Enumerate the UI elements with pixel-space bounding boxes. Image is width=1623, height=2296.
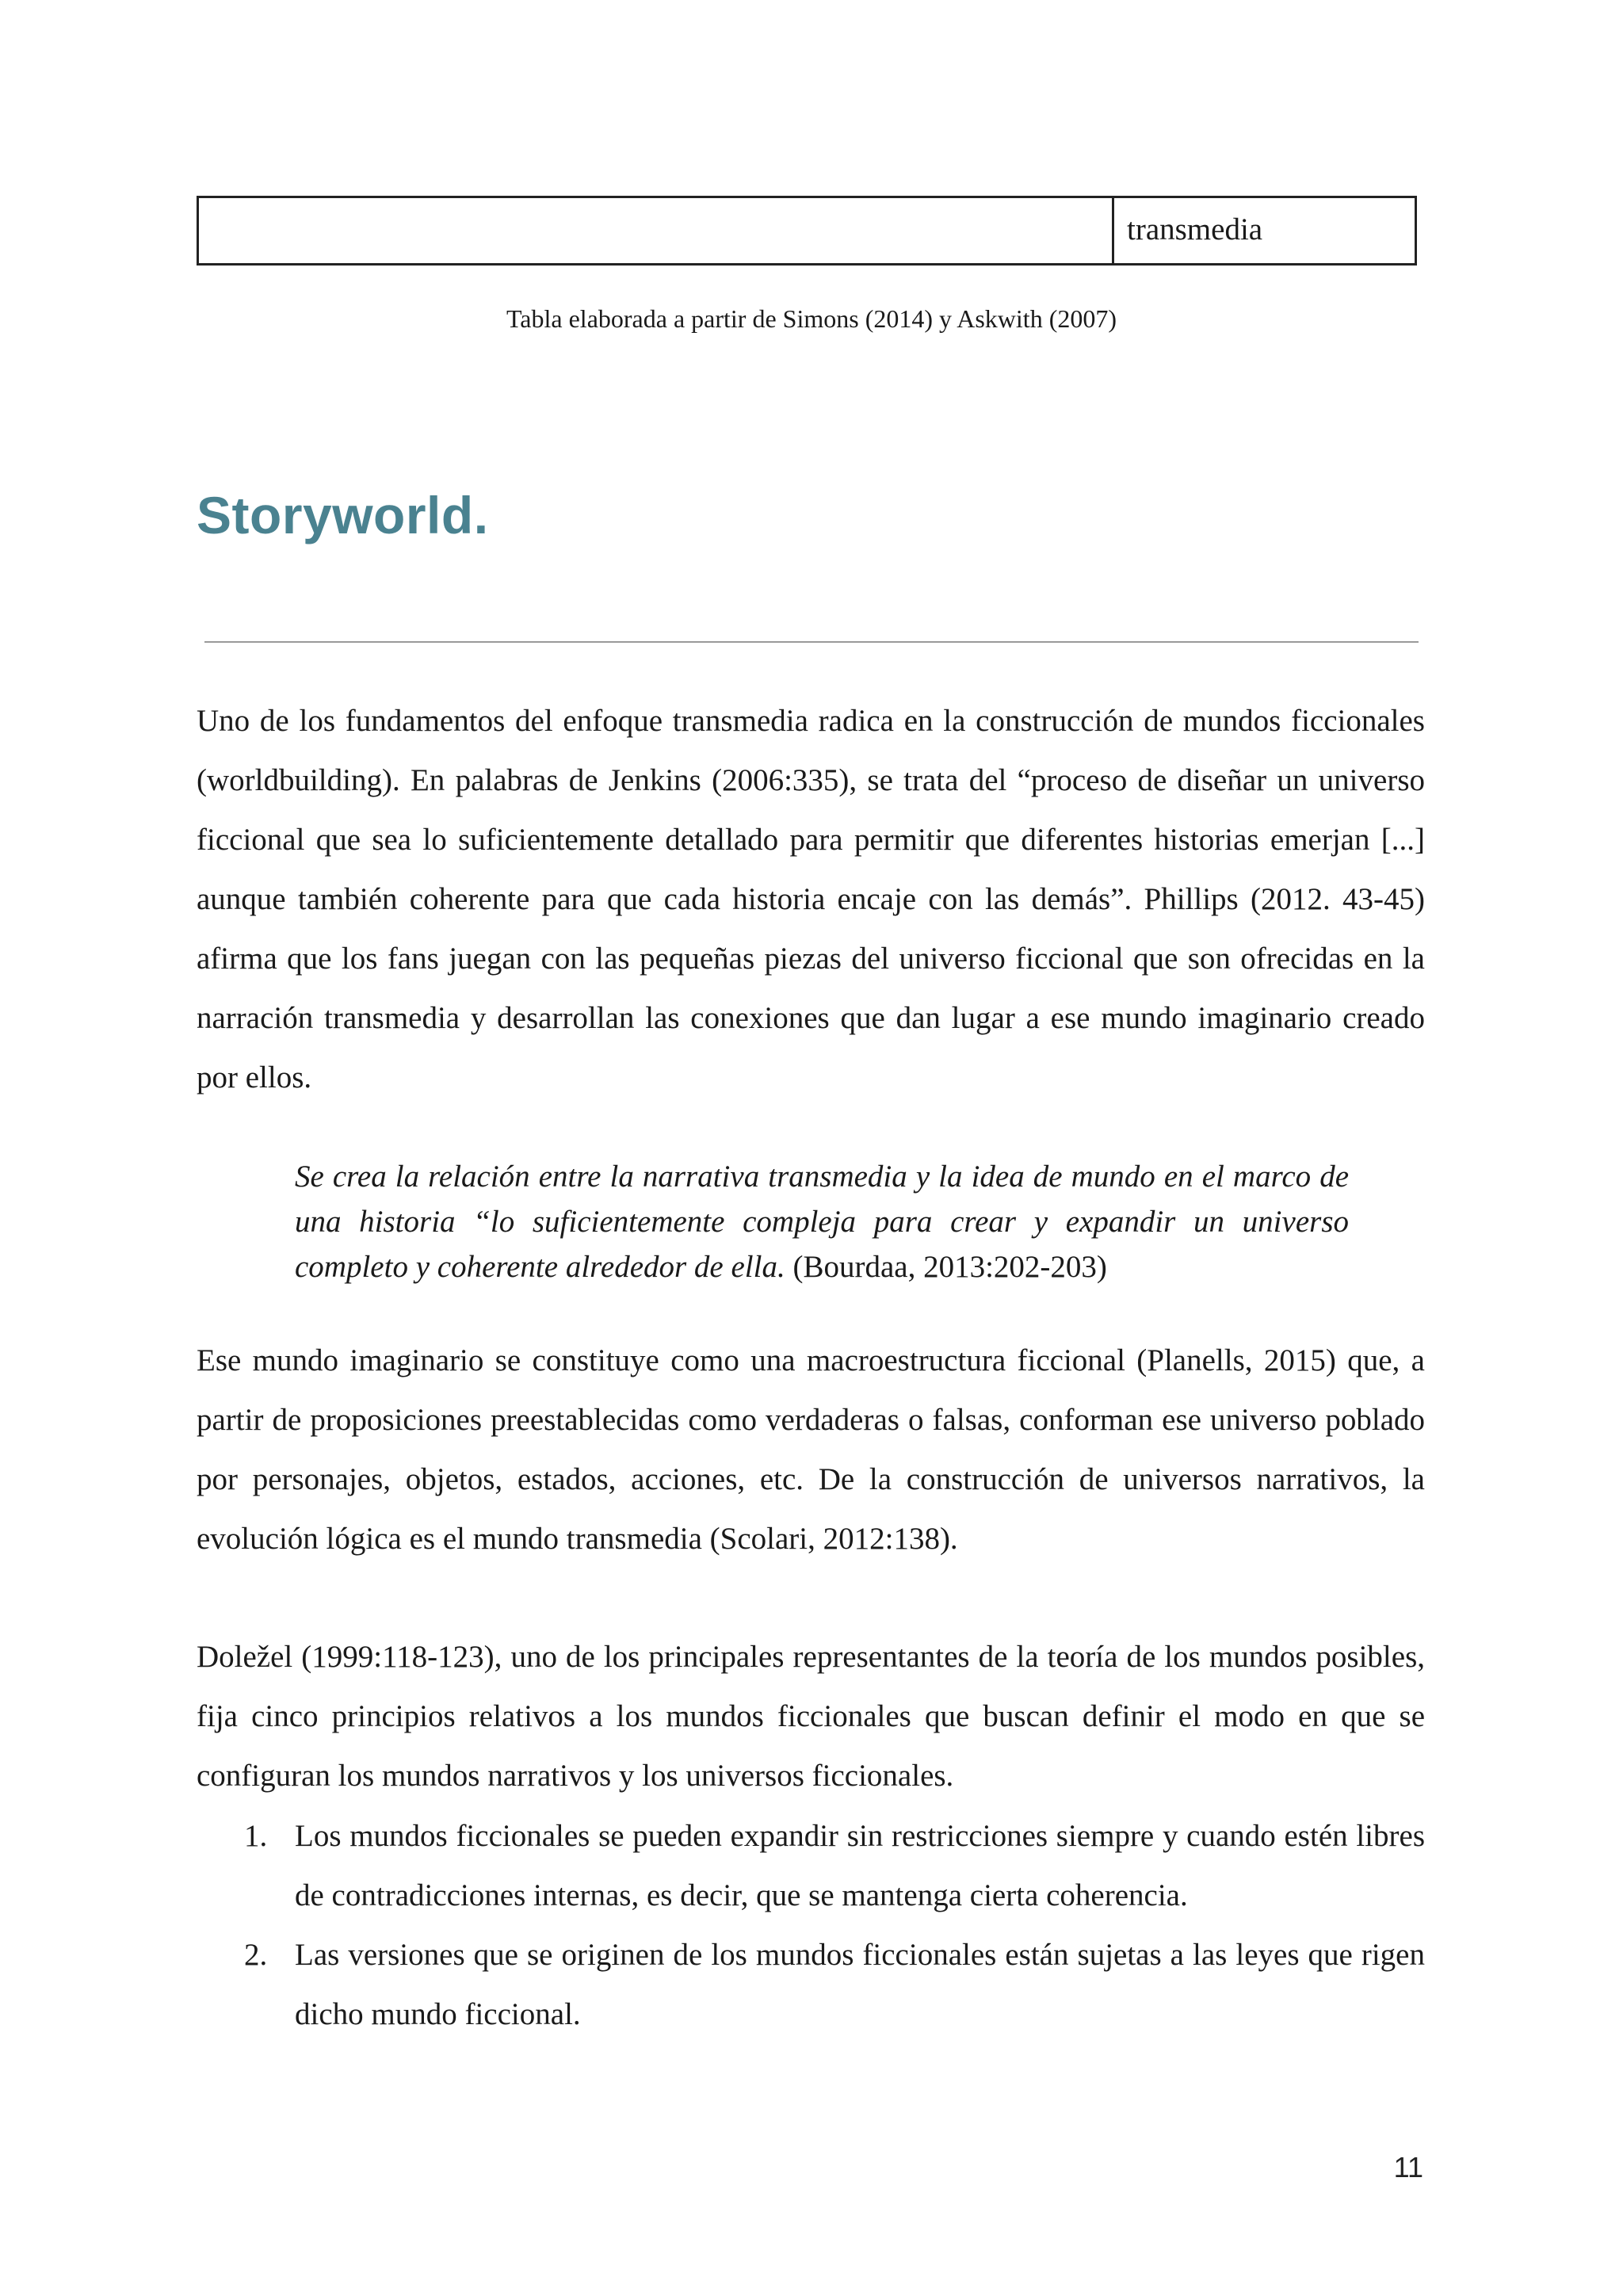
paragraph-macroestructura: Ese mundo imaginario se constituye como una macroestructura ficcional (Planells, 2015) que, a partir de proposiciones preestablecidas como verdaderas o falsas, conforman ese universo poblado por personajes, objetos, estados, acciones, etc. De la construcción de universos narrativos, la evolución lógica es el mundo transmedia (Scolari, 2012:138). bbox=[197, 1343, 1425, 1556]
principles-list bbox=[197, 1806, 1425, 2044]
section-heading: Storyworld. bbox=[197, 486, 489, 544]
paragraph-worldbuilding: Uno de los fundamentos del enfoque transmedia radica en la construcción de mundos ficcionales (worldbuilding). En palabras de Jenkins (2006:335), se trata del “proceso de diseñar un universo ficcional que sea lo suficientemente detallado para permitir que diferentes historias emerjan [...] aunque también coherente para que cada historia encaje con las demás”. Phillips (2012. 43-45) afirma que los fans juegan con las pequeñas piezas del universo ficcional que son ofrecidas en la narración transmedia y desarrollan las conexiones que dan lugar a ese mundo imaginario creado por ellos. bbox=[197, 704, 1425, 1095]
list-item bbox=[197, 1806, 1425, 1925]
table-cell-empty bbox=[199, 198, 1114, 263]
table-caption: Tabla elaborada a partir de Simons (2014) y Askwith (2007) bbox=[506, 304, 1117, 333]
page-number: 11 bbox=[1393, 2151, 1423, 2183]
quote-text: Se crea la relación entre la narrativa transmedia y la idea de mundo en el marco de una historia “lo suficientemente compleja para crear y expandir un universo completo y coherente alrededor de ella. bbox=[295, 1159, 1349, 1284]
list-item-text: Los mundos ficcionales se pueden expandir sin restricciones siempre y cuando estén libres de contradicciones internas, es decir, que se mantenga cierta coherencia. bbox=[295, 1819, 1425, 1912]
heading-divider bbox=[204, 641, 1419, 643]
block-quote bbox=[295, 1154, 1349, 1289]
list-item bbox=[197, 1925, 1425, 2044]
table-fragment bbox=[197, 196, 1417, 266]
table-cell-transmedia: transmedia bbox=[1127, 212, 1263, 246]
list-item-number: 1. bbox=[244, 1819, 268, 1853]
paragraph-dolezel: Doležel (1999:118-123), uno de los principales representantes de la teoría de los mundos posibles, fija cinco principios relativos a los mundos ficcionales que buscan definir el modo en que se configuran los mundos narrativos y los universos ficcionales. bbox=[197, 1640, 1425, 1793]
list-item-number: 2. bbox=[244, 1938, 268, 1972]
list-item-text: Las versiones que se originen de los mundos ficcionales están sujetas a las leyes que rigen dicho mundo ficcional. bbox=[295, 1938, 1425, 2031]
quote-citation: (Bourdaa, 2013:202-203) bbox=[785, 1250, 1107, 1284]
